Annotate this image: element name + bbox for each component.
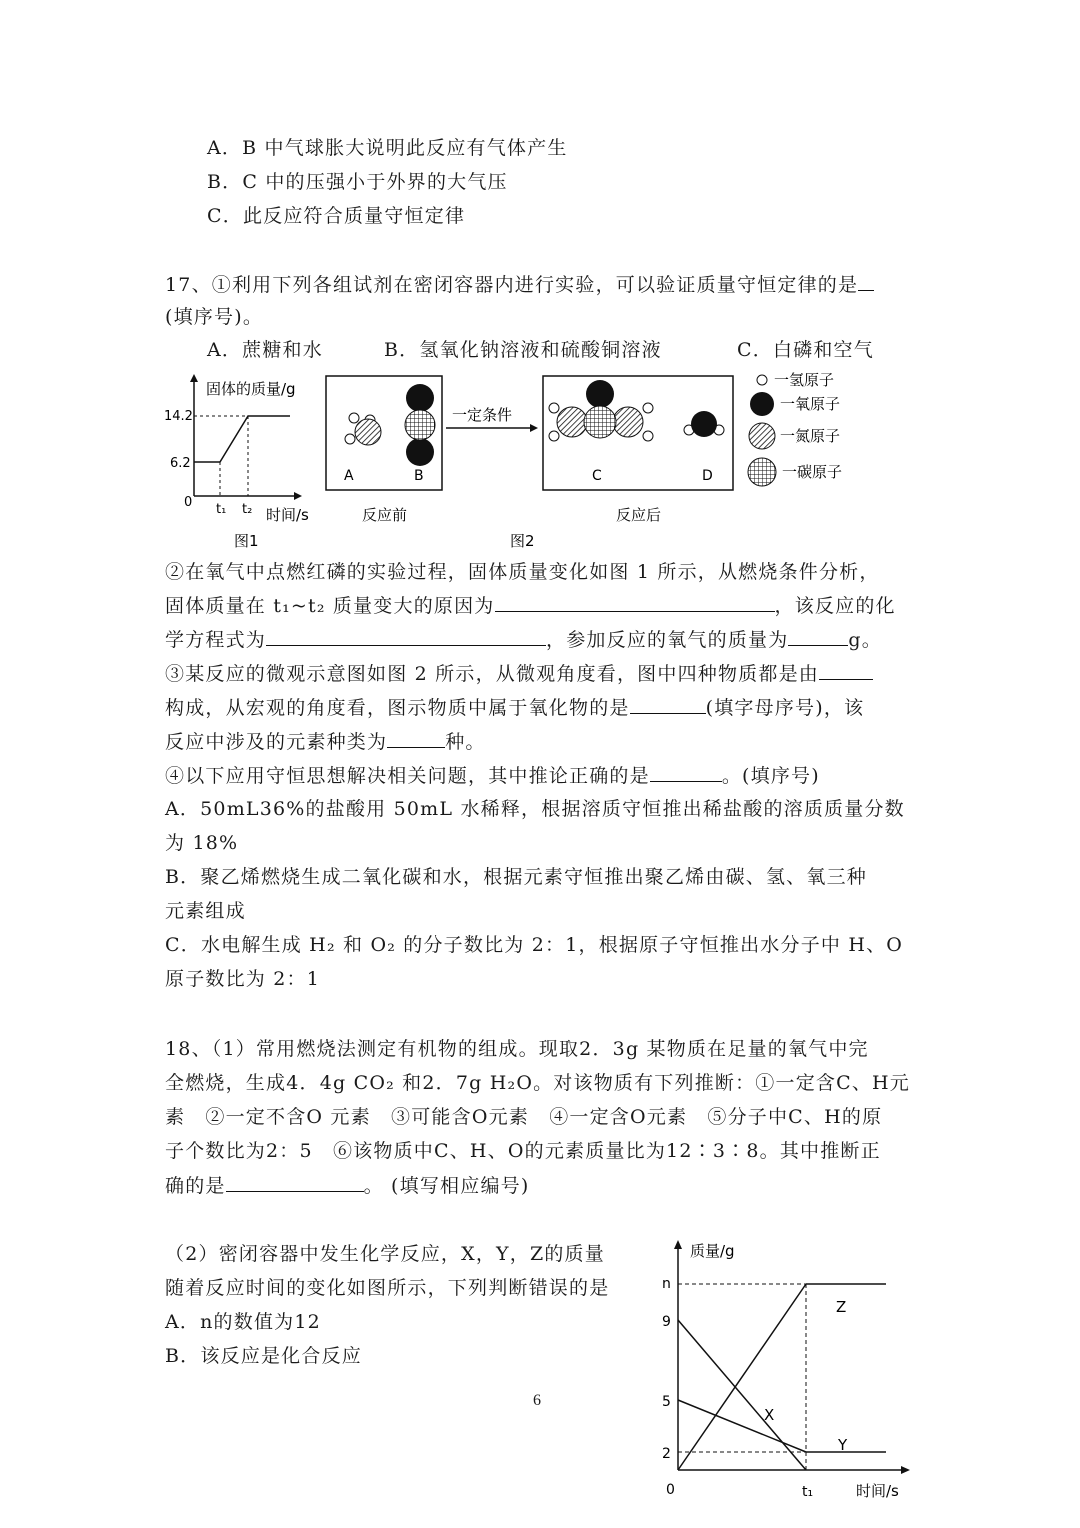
- q16-option-a: A．B 中气球胀大说明此反应有气体产生: [207, 137, 568, 159]
- q16-option-c: C．此反应符合质量守恒定律: [207, 205, 466, 227]
- q17-part4-option-b: B．聚乙烯燃烧生成二氧化碳和水，根据元素守恒推出聚乙烯由碳、氢、氧三种: [165, 866, 867, 888]
- q17-option-a: A．蔗糖和水: [207, 339, 323, 361]
- q17-part4-option-c-cont: 原子数比为 2：1: [165, 968, 321, 990]
- fig1-caption: 图1: [234, 532, 259, 550]
- fig2-label-d: D: [702, 468, 713, 484]
- q17-figures: [150, 366, 910, 556]
- answer-blank-inferences[interactable]: [226, 1173, 364, 1192]
- q17-part4-option-c: C．水电解生成 H₂ 和 O₂ 的分子数比为 2：1，根据原子守恒推出水分子中 H、O: [165, 934, 904, 956]
- answer-blank-inference[interactable]: [650, 763, 722, 782]
- fig1-ytick-6: 6.2: [170, 456, 191, 471]
- q18-graph-ylabel: 质量/g: [690, 1242, 735, 1260]
- fig2-arrow-label: 一定条件: [452, 406, 513, 424]
- q18-part1-line4: 子个数比为2：5 ⑥该物质中C、H、O的元素质量比为12∶3∶8。其中推断正: [165, 1140, 881, 1162]
- legend-nitrogen: 一氮原子: [780, 427, 841, 445]
- q17-part2-line1: ②在氧气中点燃红磷的实验过程，固体质量变化如图 1 所示，从燃烧条件分析，: [165, 561, 880, 583]
- q18-ytick-9: 9: [662, 1314, 671, 1330]
- q18-part1-line2: 全燃烧，生成4．4g CO₂ 和2．7g H₂O。对该物质有下列推断：①一定含C、H元: [165, 1072, 910, 1094]
- fig2-before: [326, 376, 442, 524]
- fig1-graph: [164, 374, 309, 550]
- q18-label-x: X: [764, 1406, 775, 1424]
- series-z-rise: [678, 1284, 806, 1470]
- legend-hydrogen: 一氢原子: [774, 371, 835, 389]
- q18-graph-xlabel: 时间/s: [856, 1482, 899, 1500]
- legend-oxygen: 一氧原子: [780, 395, 841, 413]
- q18-part1-line5: 确的是 。 (填写相应编号): [165, 1175, 530, 1197]
- q18-ytick-n: n: [662, 1276, 671, 1292]
- series-x: [678, 1320, 806, 1470]
- q18-ytick-2: 2: [662, 1446, 671, 1462]
- q18-part2-line1: （2）密闭容器中发生化学反应，X，Y，Z的质量: [165, 1243, 605, 1265]
- page-number: 6: [533, 1392, 541, 1409]
- q16-option-b: B．C 中的压强小于外界的大气压: [207, 171, 508, 193]
- q17-part2-line2: 固体质量在 t₁~t₂ 质量变大的原因为 ，该反应的化: [165, 595, 896, 617]
- q17-part3-line1: ③某反应的微观示意图如图 2 所示，从微观角度看，图中四种物质都是由: [165, 661, 873, 686]
- fig1-ylabel: 固体的质量/g: [206, 380, 296, 398]
- q17-part4-option-a-cont: 为 18%: [165, 832, 239, 854]
- q17-part3-line2: 构成，从宏观的角度看，图示物质中属于氧化物的是 (填字母序号)，该: [165, 697, 865, 719]
- q18-option-a: A．n的数值为12: [165, 1311, 321, 1333]
- q17-part4-line1: ④以下应用守恒思想解决相关问题，其中推论正确的是 。(填序号): [165, 765, 820, 787]
- answer-blank-reason[interactable]: [495, 593, 775, 612]
- fig2-caption: 图2: [510, 532, 535, 550]
- fig2-after: [510, 376, 733, 550]
- q18-xtick-t1: t₁: [802, 1484, 814, 1500]
- q17-question-tail: (填序号)。: [165, 306, 264, 328]
- q17-part3-line3: 反应中涉及的元素种类为 种。: [165, 731, 486, 753]
- fig2-label-c: C: [592, 468, 602, 484]
- q18-label-y: Y: [838, 1436, 848, 1454]
- q18-part1-line3: 素 ②一定不含O 元素 ③可能含O元素 ④一定含O元素 ⑤分子中C、H的原: [165, 1106, 883, 1128]
- q18-graph: [650, 1232, 920, 1504]
- q17-option-c: C．白磷和空气: [737, 339, 874, 361]
- fig2-label-b: B: [414, 468, 424, 484]
- fig2-arrow: [446, 406, 538, 432]
- series-y-fall: [678, 1400, 806, 1452]
- q17-part4-option-a: A．50mL36%的盐酸用 50mL 水稀释，根据溶质守恒推出稀盐酸的溶质质量分数: [165, 798, 905, 820]
- fig1-xtick-t1: t₁: [216, 502, 227, 517]
- q17-part2-line3: 学方程式为 ，参加反应的氧气的质量为 g。: [165, 629, 882, 651]
- answer-blank-oxides[interactable]: [630, 695, 706, 714]
- q17-part4-option-b-cont: 元素组成: [165, 900, 246, 922]
- fig1-ytick-14: 14.2: [164, 409, 193, 424]
- q17-question: 17、①利用下列各组试剂在密闭容器内进行实验，可以验证质量守恒定律的是: [165, 272, 874, 297]
- fig2-after-label: 反应后: [616, 506, 662, 524]
- q18-part1-line1: 18、（1）常用燃烧法测定有机物的组成。现取2．3g 某物质在足量的氧气中完: [165, 1038, 869, 1060]
- answer-blank-equation[interactable]: [266, 627, 546, 646]
- fig1-xlabel: 时间/s: [266, 506, 309, 524]
- q18-ytick-5: 5: [662, 1394, 671, 1410]
- q18-ytick-0: 0: [666, 1482, 675, 1498]
- q18-label-z: Z: [836, 1298, 847, 1316]
- fig1-series: [194, 416, 290, 462]
- answer-blank-composition[interactable]: [819, 661, 873, 680]
- legend-carbon: 一碳原子: [782, 463, 843, 481]
- q18-option-b: B．该反应是化合反应: [165, 1345, 362, 1367]
- fig1-ytick-0: 0: [184, 495, 193, 510]
- fig2-legend: [748, 371, 842, 486]
- fig2-label-a: A: [344, 468, 354, 484]
- q18-part2-line2: 随着反应时间的变化如图所示，下列判断错误的是: [165, 1277, 610, 1299]
- fig1-xtick-t2: t₂: [242, 502, 253, 517]
- fig2-before-label: 反应前: [362, 506, 408, 524]
- answer-blank-oxygen-mass[interactable]: [788, 627, 848, 646]
- answer-blank-element-count[interactable]: [387, 729, 445, 748]
- q17-option-b: B．氢氧化钠溶液和硫酸铜溶液: [384, 339, 662, 361]
